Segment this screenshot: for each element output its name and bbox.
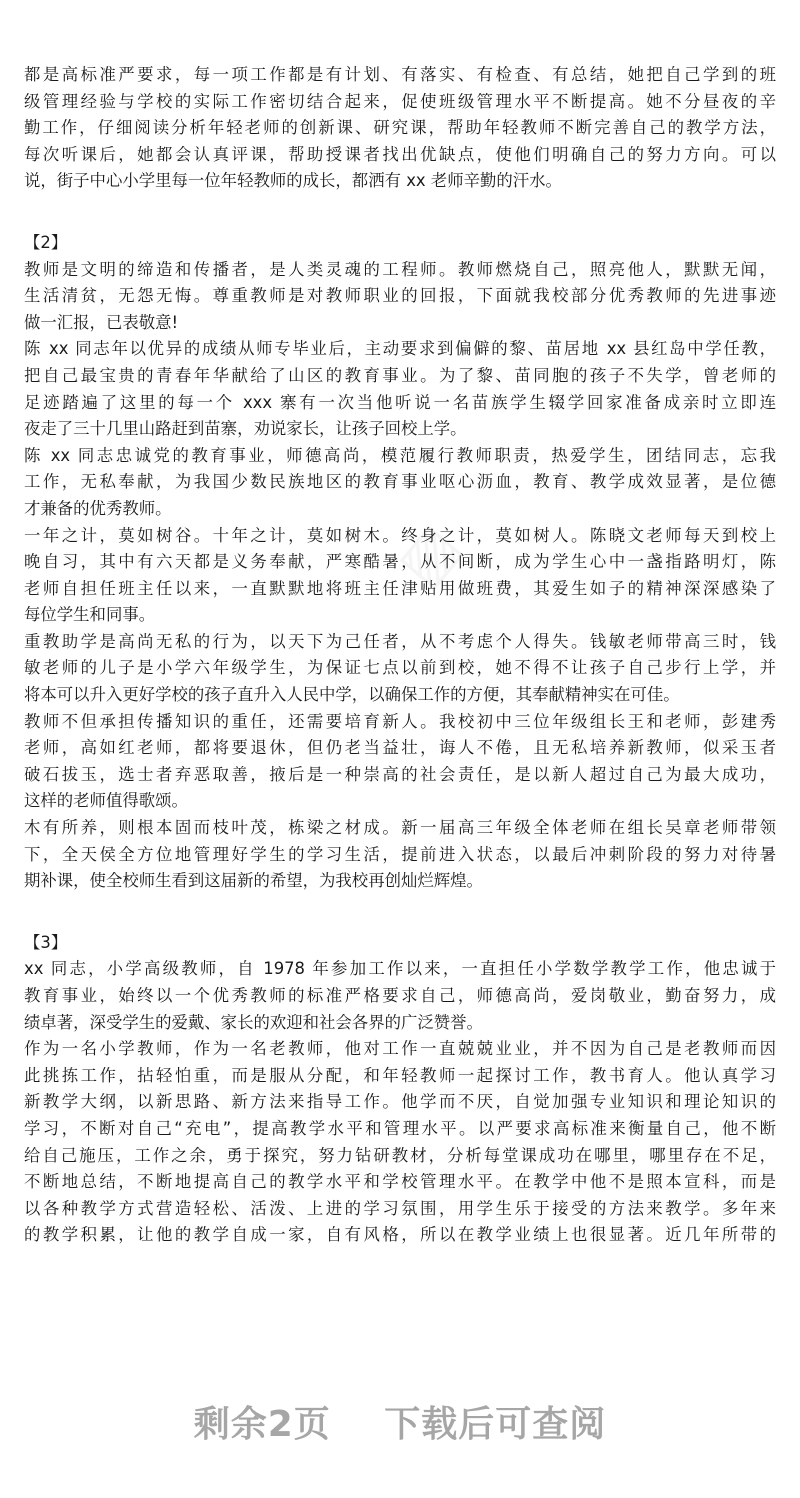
text-line: 下，全天侯全方位地管理好学生的学习生活，提前进入状态，以最后冲刺阶段的努力对待暑 (24, 844, 776, 864)
text-line: 以各种教学方式营造轻松、活泼、上进的学习氛围，用学生乐于接受的方法来教学。多年来 (24, 1198, 776, 1218)
text-line: 的教学积累，让他的教学自成一家，自有风格，所以在教学业绩上也很显著。近几年所带的 (24, 1225, 776, 1245)
document-body (24, 62, 776, 1284)
paragraph (24, 257, 776, 337)
text-line: 才兼备的优秀教师。 (24, 498, 172, 518)
paragraph (24, 709, 776, 815)
text-line: 学习，不断对自己“充电”，提高教学水平和管理水平。以严要求高标准来衡量自己，他不断 (24, 1118, 776, 1138)
text-line: 教师不但承担传播知识的重任，还需要培育新人。我校初中三位年级组长王和老师，彭建秀 (24, 711, 776, 731)
paragraph (24, 443, 776, 523)
section-heading: 【3】 (24, 932, 68, 952)
text-line: 生活清贫，无怨无悔。尊重教师是对教师职业的回报，下面就我校部分优秀教师的先进事迹 (24, 286, 776, 306)
text-line: 老师，高如红老师，都将要退休，但仍老当益壮，诲人不倦，且无私培养新教师，似采玉者 (24, 738, 776, 758)
paragraph (24, 62, 776, 195)
text-line: 做一汇报，已表敬意! (24, 312, 179, 332)
text-line: 勤工作，仔细阅读分析年轻老师的创新课、研究课，帮助年轻教师不断完善自己的教学方法， (24, 118, 776, 138)
text-line: 教师是文明的缔造和传播者，是人类灵魂的工程师。教师燃烧自己，照亮他人，默默无闻， (24, 259, 776, 279)
text-line: 这样的老师值得歌颂。 (24, 791, 188, 811)
text-line: xx 同志，小学高级教师，自 1978 年参加工作以来，一直担任小学数学教学工作，他忠诚于 (24, 959, 776, 979)
text-line: 一年之计，莫如树谷。十年之计，莫如树木。终身之计，莫如树人。陈晓文老师每天到校上 (24, 525, 776, 545)
text-line: 绩卓著，深受学生的爱戴、家长的欢迎和社会各界的广泛赞誉。 (24, 1012, 483, 1032)
text-line: 此挑拣工作，拈轻怕重，而是服从分配，和年轻教师一起探讨工作，教书育人。他认真学习 (24, 1065, 776, 1085)
text-line: 说，街子中心小学里每一位年轻教师的成长，都洒有 xx 老师辛勤的汗水。 (24, 171, 562, 191)
text-line: 每次听课后，她都会认真评课，帮助授课者找出优缺点，使他们明确自己的努力方向。可以 (24, 144, 776, 164)
paragraph (24, 336, 776, 442)
text-line: 木有所养，则根本固而枝叶茂，栋梁之材成。新一届高三年级全体老师在组长吴章老师带领 (24, 818, 776, 838)
text-line: 陈 xx 同志忠诚党的教育事业，师德高尚，模范履行教师职责，热爱学生，团结同志，忘我 (24, 445, 776, 465)
section (24, 62, 776, 195)
text-line: 作为一名小学教师，作为一名老教师，他对工作一直兢兢业业，并不因为自己是老教师而因 (24, 1039, 776, 1059)
text-line: 重教助学是高尚无私的行为，以天下为己任者，从不考虑个人得失。钱敏老师带高三时，钱 (24, 631, 776, 651)
text-line: 足迹踏遍了这里的每一个 xxx 寨有一次当他听说一名苗族学生辍学回家准备成亲时立即连 (24, 392, 776, 412)
text-line: 工作，无私奉献，为我国少数民族地区的教育事业呕心沥血，教育、教学成效显著，是位德 (24, 472, 776, 492)
section (24, 930, 776, 1249)
remaining-pages-notice[interactable] (0, 1396, 800, 1447)
text-line: 陈 xx 同志年以优异的成绩从师专毕业后，主动要求到偏僻的黎、苗居地 xx 县红岛中学任教， (24, 339, 776, 359)
download-to-read-label: 下载后可查阅 (384, 1404, 607, 1445)
text-line: 老师自担任班主任以来，一直默默地将班主任津贴用做班费，其爱生如子的精神深深感染了 (24, 578, 776, 598)
paragraph (24, 956, 776, 1036)
remaining-pages-label: 剩余2页 (193, 1404, 331, 1445)
text-line: 级管理经验与学校的实际工作密切结合起来，促使班级管理水平不断提高。她不分昼夜的辛 (24, 91, 776, 111)
text-line: 给自己施压，工作之余，勇于探究，努力钻研教材，分析每堂课成功在哪里，哪里存在不足， (24, 1145, 776, 1165)
paragraph (24, 523, 776, 629)
text-line: 夜走了三十几里山路赶到苗寨，劝说家长，让孩子回校上学。 (24, 419, 467, 439)
text-line: 把自己最宝贵的青春年华献给了山区的教育事业。为了黎、苗同胞的孩子不失学，曾老师的 (24, 365, 776, 385)
paragraph (24, 815, 776, 895)
section-heading: 【2】 (24, 232, 68, 252)
text-line: 敏老师的儿子是小学六年级学生，为保证七点以前到校，她不得不让孩子自己步行上学，并 (24, 658, 776, 678)
section (24, 230, 776, 895)
text-line: 每位学生和同事。 (24, 605, 156, 625)
text-line: 晚自习，其中有六天都是义务奉献，严寒酷暑，从不间断，成为学生心中一盏指路明灯，陈 (24, 552, 776, 572)
text-line: 不断地总结，不断地提高自己的教学水平和学校管理水平。在教学中他不是照本宣科，而是 (24, 1172, 776, 1192)
paragraph (24, 629, 776, 709)
paragraph (24, 1036, 776, 1249)
text-line: 新教学大纲，以新思路、新方法来指导工作。他学而不厌，自觉加强专业知识和理论知识的 (24, 1092, 776, 1112)
text-line: 都是高标准严要求，每一项工作都是有计划、有落实、有检查、有总结，她把自己学到的班 (24, 65, 776, 84)
text-line: 教育事业，始终以一个优秀教师的标准严格要求自己，师德高尚，爱岗敬业，勤奋努力，成 (24, 986, 776, 1005)
text-line: 将本可以升入更好学校的孩子直升入人民中学，以确保工作的方便，其奉献精神实在可佳。 (24, 685, 680, 705)
text-line: 破石拔玉，选士者弃恶取善，掖后是一种崇高的社会责任，是以新人超过自己为最大成功， (24, 764, 776, 784)
text-line: 期补课，使全校师生看到这届新的希望，为我校再创灿烂辉煌。 (24, 871, 483, 891)
